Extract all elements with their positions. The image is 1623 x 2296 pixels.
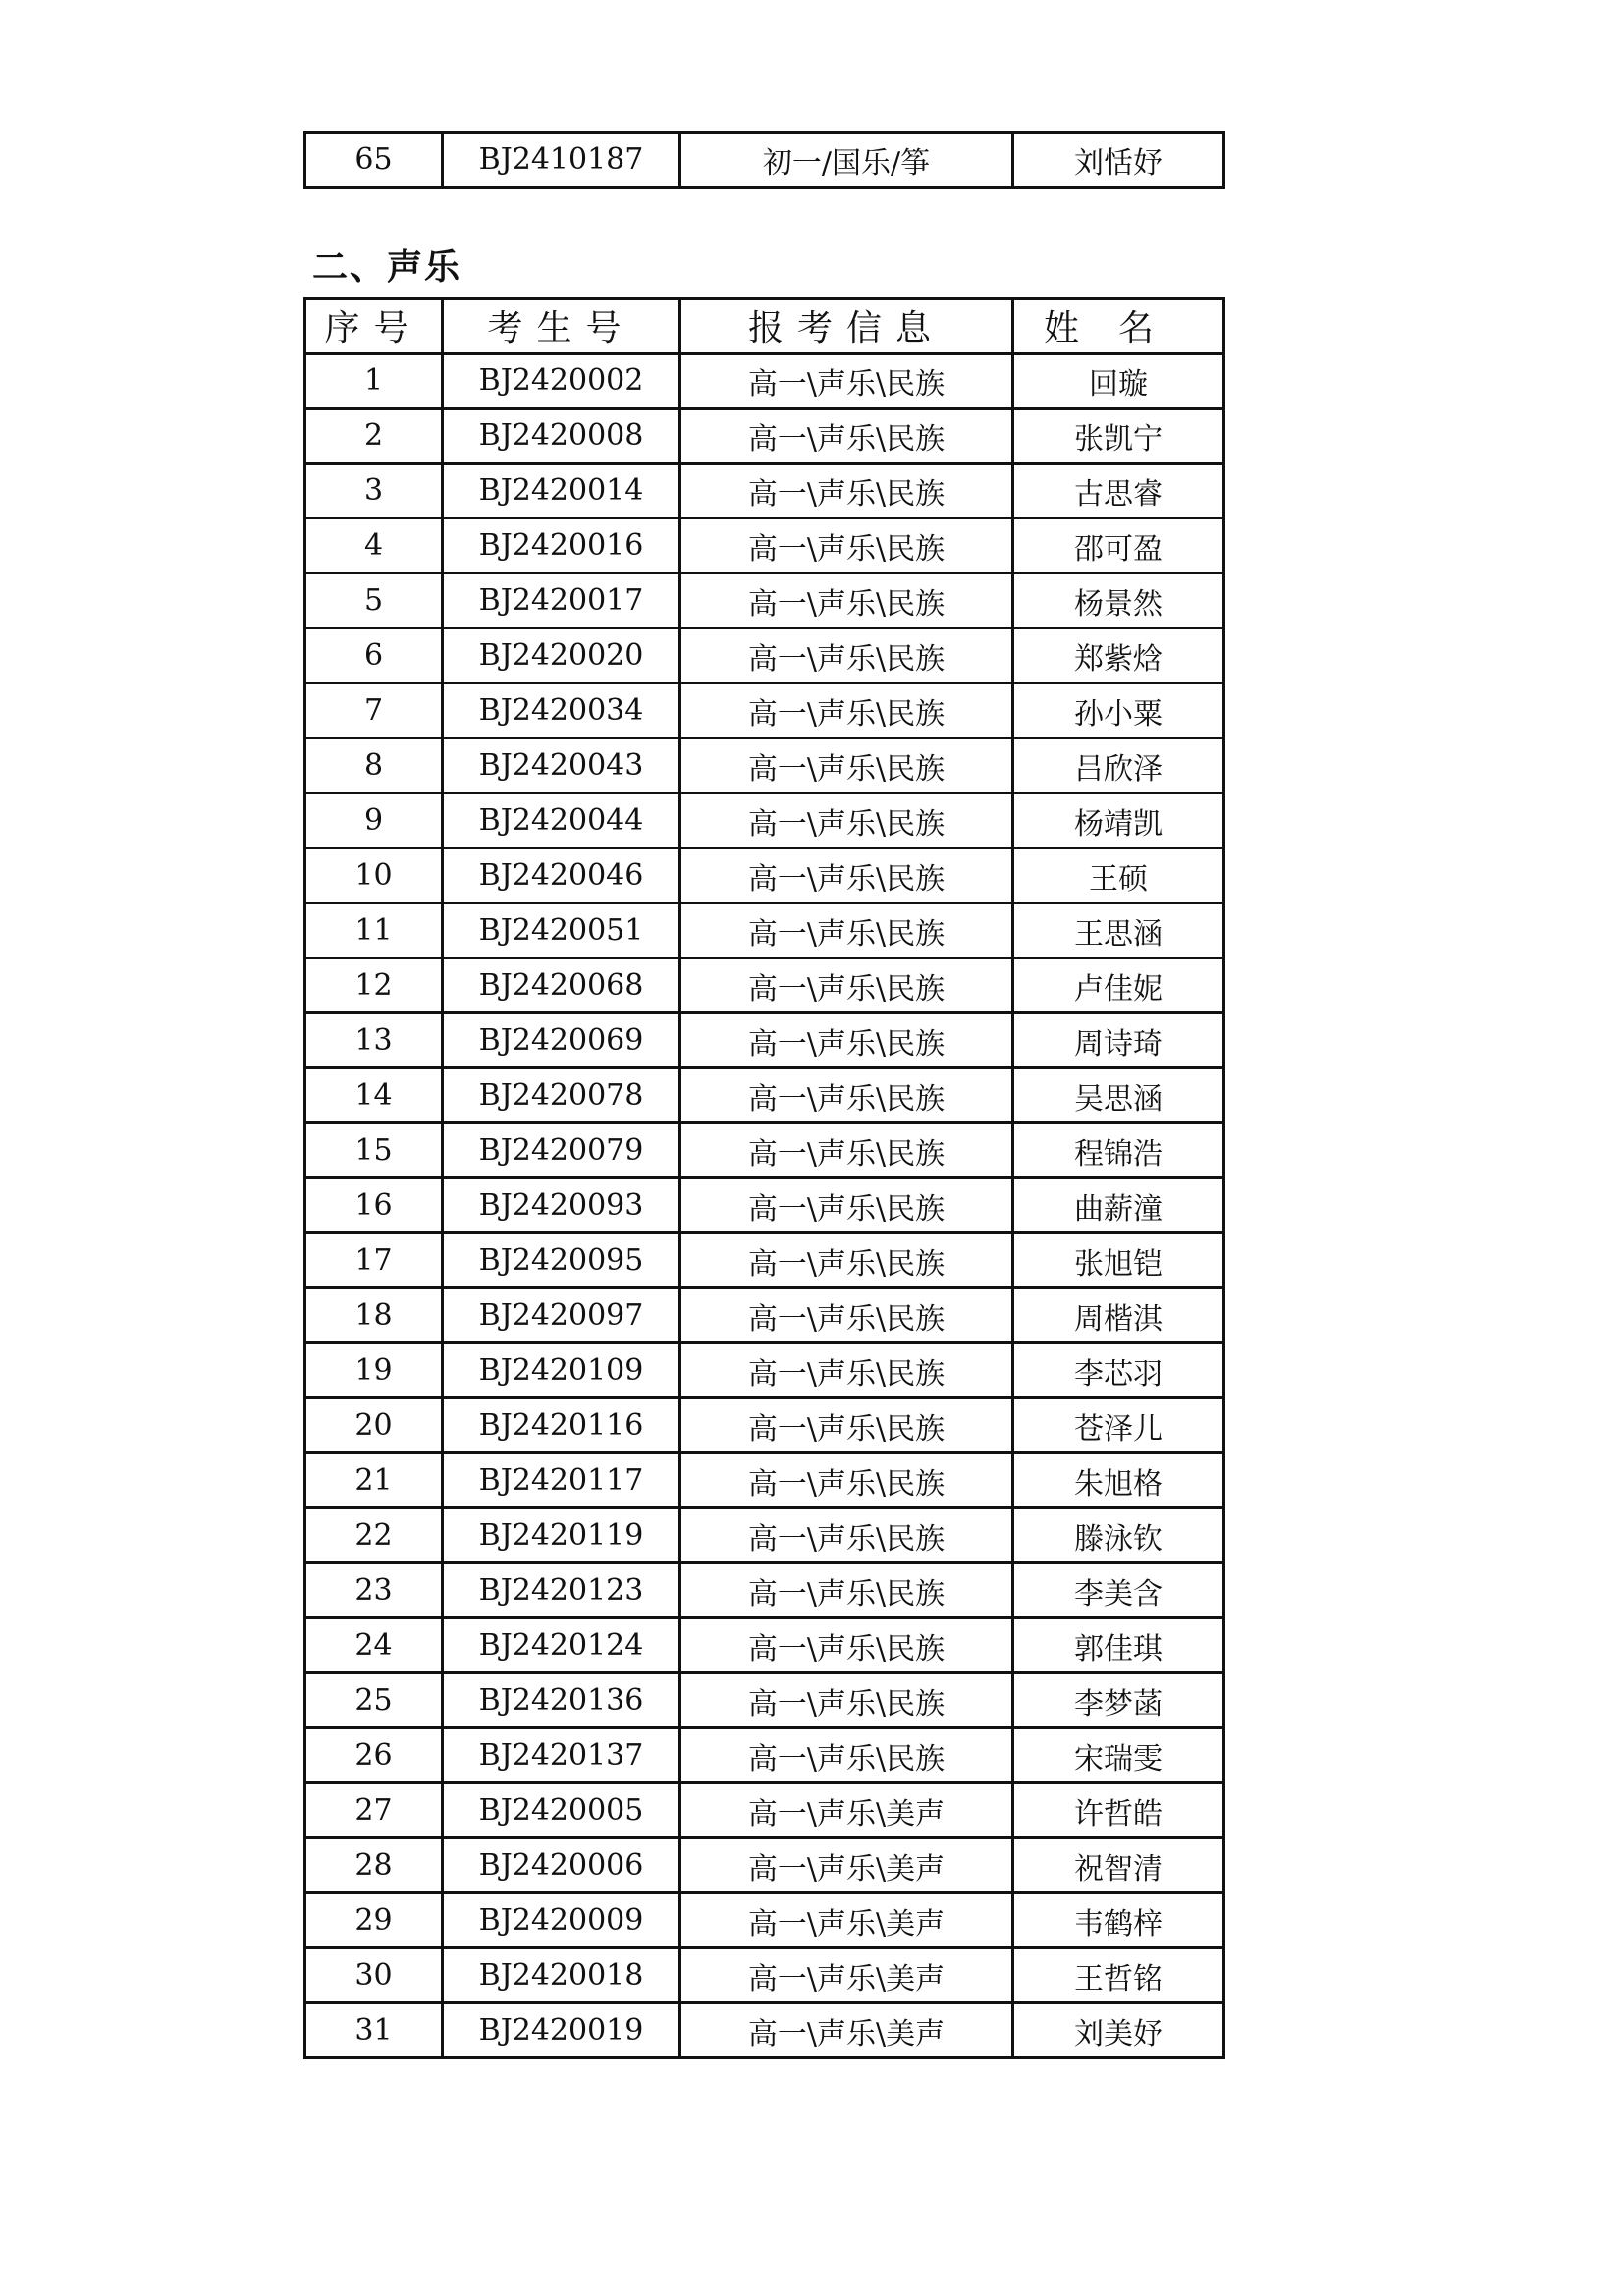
cell-serial: 7 bbox=[305, 683, 443, 738]
cell-exam-number: BJ2420016 bbox=[443, 519, 680, 574]
cell-application-info: 高一\声乐\民族 bbox=[680, 354, 1013, 409]
cell-application-info: 高一\声乐\民族 bbox=[680, 1728, 1013, 1783]
cell-application-info: 高一\声乐\美声 bbox=[680, 1893, 1013, 1948]
cell-student-name: 周诗琦 bbox=[1013, 1013, 1224, 1068]
table-row bbox=[305, 1398, 1224, 1453]
cell-serial: 31 bbox=[305, 2003, 443, 2058]
cell-exam-number: BJ2420051 bbox=[443, 903, 680, 958]
cell-exam-number: BJ2420046 bbox=[443, 848, 680, 903]
cell-serial: 15 bbox=[305, 1123, 443, 1178]
cell-student-name: 李梦菡 bbox=[1013, 1673, 1224, 1728]
table-row bbox=[305, 738, 1224, 793]
table-row bbox=[305, 1893, 1224, 1948]
cell-exam-number: BJ2420034 bbox=[443, 683, 680, 738]
cell-serial: 16 bbox=[305, 1178, 443, 1233]
cell-exam-number: BJ2420123 bbox=[443, 1563, 680, 1618]
cell-serial: 21 bbox=[305, 1453, 443, 1508]
table-header bbox=[305, 299, 1224, 354]
cell-exam-number: BJ2420068 bbox=[443, 958, 680, 1013]
cell-serial: 11 bbox=[305, 903, 443, 958]
table-row bbox=[305, 519, 1224, 574]
cell-exam-number: BJ2410187 bbox=[443, 133, 680, 188]
cell-serial: 4 bbox=[305, 519, 443, 574]
cell-student-name: 王哲铭 bbox=[1013, 1948, 1224, 2003]
cell-exam-number: BJ2420119 bbox=[443, 1508, 680, 1563]
cell-student-name: 李芯羽 bbox=[1013, 1343, 1224, 1398]
cell-exam-number: BJ2420069 bbox=[443, 1013, 680, 1068]
cell-student-name: 卢佳妮 bbox=[1013, 958, 1224, 1013]
cell-exam-number: BJ2420137 bbox=[443, 1728, 680, 1783]
cell-serial: 3 bbox=[305, 464, 443, 519]
cell-exam-number: BJ2420097 bbox=[443, 1288, 680, 1343]
cell-student-name: 王思涵 bbox=[1013, 903, 1224, 958]
cell-serial: 19 bbox=[305, 1343, 443, 1398]
table-row bbox=[305, 629, 1224, 683]
cell-student-name: 朱旭格 bbox=[1013, 1453, 1224, 1508]
table-row bbox=[305, 133, 1224, 188]
cell-serial: 8 bbox=[305, 738, 443, 793]
cell-application-info: 高一\声乐\民族 bbox=[680, 1508, 1013, 1563]
cell-student-name: 孙小粟 bbox=[1013, 683, 1224, 738]
cell-exam-number: BJ2420136 bbox=[443, 1673, 680, 1728]
cell-exam-number: BJ2420002 bbox=[443, 354, 680, 409]
cell-serial: 14 bbox=[305, 1068, 443, 1123]
cell-exam-number: BJ2420019 bbox=[443, 2003, 680, 2058]
previous-section-body bbox=[305, 133, 1224, 188]
cell-application-info: 初一/国乐/筝 bbox=[680, 133, 1013, 188]
cell-application-info: 高一\声乐\民族 bbox=[680, 1068, 1013, 1123]
table-row bbox=[305, 1013, 1224, 1068]
cell-exam-number: BJ2420006 bbox=[443, 1838, 680, 1893]
cell-student-name: 吕欣泽 bbox=[1013, 738, 1224, 793]
cell-student-name: 张旭铠 bbox=[1013, 1233, 1224, 1288]
cell-application-info: 高一\声乐\民族 bbox=[680, 903, 1013, 958]
table-row bbox=[305, 1673, 1224, 1728]
table-row bbox=[305, 1233, 1224, 1288]
cell-exam-number: BJ2420017 bbox=[443, 574, 680, 629]
cell-student-name: 苍泽儿 bbox=[1013, 1398, 1224, 1453]
table-row bbox=[305, 1783, 1224, 1838]
cell-student-name: 滕泳钦 bbox=[1013, 1508, 1224, 1563]
cell-student-name: 邵可盈 bbox=[1013, 519, 1224, 574]
cell-exam-number: BJ2420117 bbox=[443, 1453, 680, 1508]
cell-application-info: 高一\声乐\民族 bbox=[680, 629, 1013, 683]
cell-student-name: 杨靖凯 bbox=[1013, 793, 1224, 848]
cell-exam-number: BJ2420093 bbox=[443, 1178, 680, 1233]
table-row bbox=[305, 1178, 1224, 1233]
cell-application-info: 高一\声乐\民族 bbox=[680, 1618, 1013, 1673]
header-name: 姓名 bbox=[1013, 299, 1224, 354]
table-row bbox=[305, 1948, 1224, 2003]
table-row bbox=[305, 1288, 1224, 1343]
cell-exam-number: BJ2420020 bbox=[443, 629, 680, 683]
cell-application-info: 高一\声乐\美声 bbox=[680, 2003, 1013, 2058]
table-row bbox=[305, 903, 1224, 958]
cell-student-name: 刘恬妤 bbox=[1013, 133, 1224, 188]
cell-student-name: 周楷淇 bbox=[1013, 1288, 1224, 1343]
cell-application-info: 高一\声乐\民族 bbox=[680, 1013, 1013, 1068]
cell-application-info: 高一\声乐\民族 bbox=[680, 574, 1013, 629]
cell-exam-number: BJ2420005 bbox=[443, 1783, 680, 1838]
cell-application-info: 高一\声乐\民族 bbox=[680, 519, 1013, 574]
cell-student-name: 古思睿 bbox=[1013, 464, 1224, 519]
cell-application-info: 高一\声乐\民族 bbox=[680, 1343, 1013, 1398]
cell-exam-number: BJ2420095 bbox=[443, 1233, 680, 1288]
cell-serial: 26 bbox=[305, 1728, 443, 1783]
cell-student-name: 程锦浩 bbox=[1013, 1123, 1224, 1178]
vocal-table-body bbox=[305, 354, 1224, 2058]
vocal-results-table bbox=[303, 297, 1225, 2059]
table-row bbox=[305, 1343, 1224, 1398]
cell-student-name: 郭佳琪 bbox=[1013, 1618, 1224, 1673]
cell-serial: 5 bbox=[305, 574, 443, 629]
cell-student-name: 刘美妤 bbox=[1013, 2003, 1224, 2058]
table-row bbox=[305, 683, 1224, 738]
cell-exam-number: BJ2420078 bbox=[443, 1068, 680, 1123]
cell-exam-number: BJ2420116 bbox=[443, 1398, 680, 1453]
table-row bbox=[305, 1068, 1224, 1123]
cell-serial: 28 bbox=[305, 1838, 443, 1893]
table-row bbox=[305, 409, 1224, 464]
section-heading: 二、声乐 bbox=[312, 247, 462, 288]
table-row bbox=[305, 1728, 1224, 1783]
table-row bbox=[305, 1838, 1224, 1893]
cell-serial: 29 bbox=[305, 1893, 443, 1948]
cell-student-name: 祝智清 bbox=[1013, 1838, 1224, 1893]
cell-serial: 30 bbox=[305, 1948, 443, 2003]
cell-serial: 65 bbox=[305, 133, 443, 188]
cell-serial: 23 bbox=[305, 1563, 443, 1618]
cell-serial: 20 bbox=[305, 1398, 443, 1453]
cell-serial: 24 bbox=[305, 1618, 443, 1673]
cell-application-info: 高一\声乐\民族 bbox=[680, 1398, 1013, 1453]
cell-application-info: 高一\声乐\美声 bbox=[680, 1948, 1013, 2003]
cell-student-name: 宋瑞雯 bbox=[1013, 1728, 1224, 1783]
cell-student-name: 李美含 bbox=[1013, 1563, 1224, 1618]
table-row bbox=[305, 354, 1224, 409]
cell-application-info: 高一\声乐\民族 bbox=[680, 793, 1013, 848]
table-row bbox=[305, 848, 1224, 903]
cell-exam-number: BJ2420018 bbox=[443, 1948, 680, 2003]
table-row bbox=[305, 958, 1224, 1013]
table-row bbox=[305, 793, 1224, 848]
header-exam-number: 考生号 bbox=[443, 299, 680, 354]
table-row bbox=[305, 574, 1224, 629]
cell-application-info: 高一\声乐\美声 bbox=[680, 1838, 1013, 1893]
cell-exam-number: BJ2420043 bbox=[443, 738, 680, 793]
cell-serial: 2 bbox=[305, 409, 443, 464]
cell-serial: 6 bbox=[305, 629, 443, 683]
cell-application-info: 高一\声乐\民族 bbox=[680, 1563, 1013, 1618]
cell-application-info: 高一\声乐\民族 bbox=[680, 1673, 1013, 1728]
table-row bbox=[305, 1453, 1224, 1508]
cell-application-info: 高一\声乐\民族 bbox=[680, 1453, 1013, 1508]
cell-student-name: 曲薪潼 bbox=[1013, 1178, 1224, 1233]
cell-student-name: 王硕 bbox=[1013, 848, 1224, 903]
cell-serial: 27 bbox=[305, 1783, 443, 1838]
table-row bbox=[305, 464, 1224, 519]
cell-application-info: 高一\声乐\民族 bbox=[680, 1233, 1013, 1288]
cell-application-info: 高一\声乐\民族 bbox=[680, 464, 1013, 519]
cell-application-info: 高一\声乐\民族 bbox=[680, 683, 1013, 738]
cell-student-name: 张凯宁 bbox=[1013, 409, 1224, 464]
cell-serial: 25 bbox=[305, 1673, 443, 1728]
cell-exam-number: BJ2420008 bbox=[443, 409, 680, 464]
cell-student-name: 韦鹤梓 bbox=[1013, 1893, 1224, 1948]
cell-exam-number: BJ2420014 bbox=[443, 464, 680, 519]
cell-serial: 17 bbox=[305, 1233, 443, 1288]
cell-exam-number: BJ2420079 bbox=[443, 1123, 680, 1178]
header-application-info: 报考信息 bbox=[680, 299, 1013, 354]
cell-student-name: 郑紫焓 bbox=[1013, 629, 1224, 683]
cell-student-name: 吴思涵 bbox=[1013, 1068, 1224, 1123]
cell-application-info: 高一\声乐\民族 bbox=[680, 1288, 1013, 1343]
cell-application-info: 高一\声乐\民族 bbox=[680, 958, 1013, 1013]
cell-application-info: 高一\声乐\民族 bbox=[680, 848, 1013, 903]
cell-application-info: 高一\声乐\民族 bbox=[680, 409, 1013, 464]
cell-student-name: 杨景然 bbox=[1013, 574, 1224, 629]
cell-application-info: 高一\声乐\民族 bbox=[680, 1123, 1013, 1178]
cell-serial: 13 bbox=[305, 1013, 443, 1068]
cell-serial: 1 bbox=[305, 354, 443, 409]
table-row bbox=[305, 2003, 1224, 2058]
table-row bbox=[305, 1618, 1224, 1673]
cell-student-name: 许哲皓 bbox=[1013, 1783, 1224, 1838]
cell-serial: 9 bbox=[305, 793, 443, 848]
header-serial: 序号 bbox=[305, 299, 443, 354]
cell-exam-number: BJ2420009 bbox=[443, 1893, 680, 1948]
table-row bbox=[305, 1563, 1224, 1618]
cell-exam-number: BJ2420124 bbox=[443, 1618, 680, 1673]
cell-serial: 10 bbox=[305, 848, 443, 903]
table-row bbox=[305, 1123, 1224, 1178]
cell-serial: 12 bbox=[305, 958, 443, 1013]
cell-exam-number: BJ2420044 bbox=[443, 793, 680, 848]
cell-application-info: 高一\声乐\民族 bbox=[680, 1178, 1013, 1233]
cell-application-info: 高一\声乐\民族 bbox=[680, 738, 1013, 793]
header-row bbox=[305, 299, 1224, 354]
cell-student-name: 回璇 bbox=[1013, 354, 1224, 409]
cell-serial: 22 bbox=[305, 1508, 443, 1563]
previous-section-table bbox=[303, 131, 1225, 189]
cell-application-info: 高一\声乐\美声 bbox=[680, 1783, 1013, 1838]
cell-serial: 18 bbox=[305, 1288, 443, 1343]
table-row bbox=[305, 1508, 1224, 1563]
cell-exam-number: BJ2420109 bbox=[443, 1343, 680, 1398]
